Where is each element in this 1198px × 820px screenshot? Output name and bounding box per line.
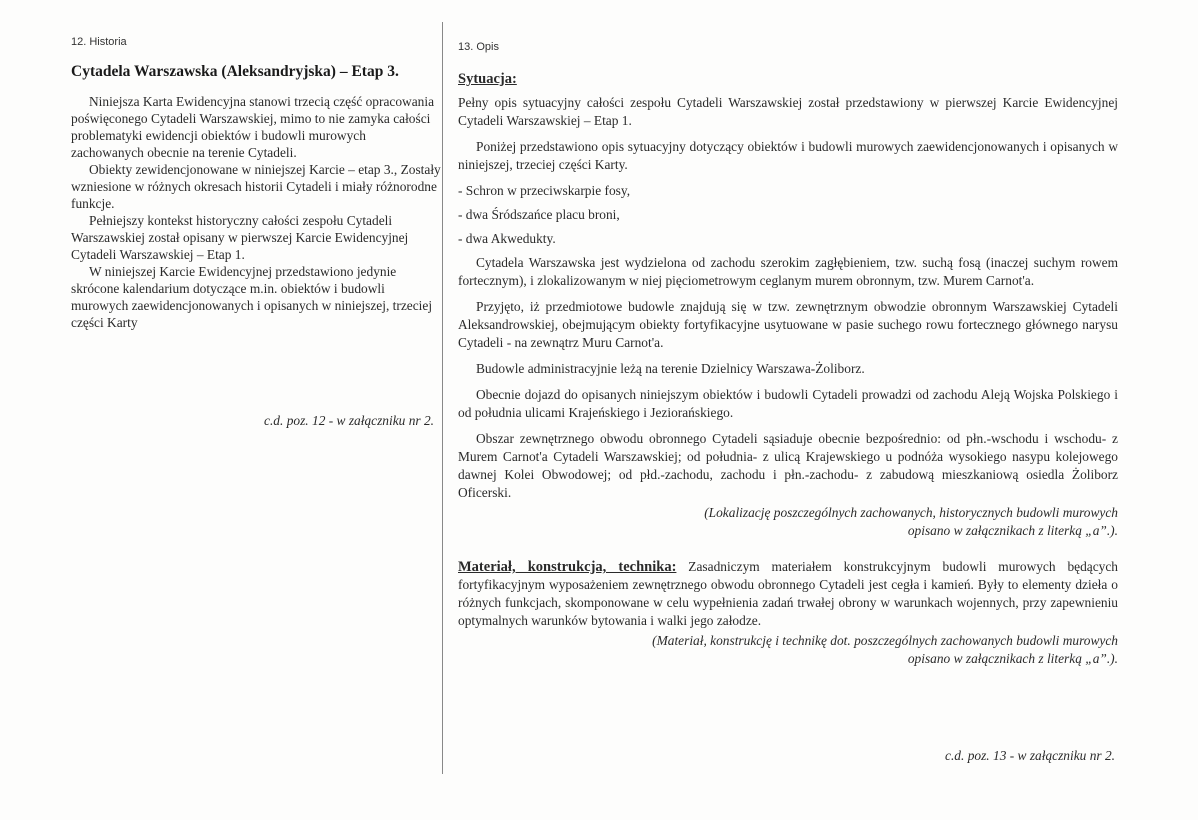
location-note-line: opisano w załącznikach z literką „a”.). <box>907 523 1118 538</box>
opis-paragraph: Budowle administracyjnie leżą na terenie Dzielnicy Warszawa-Żoliborz. <box>476 361 865 376</box>
historia-paragraph: Obiekty zewidencjonowane w niniejszej Karcie – etap 3., Zostały wzniesione w różnych okresach historii Cytadeli i miały różnorodne funkcje. <box>71 162 441 211</box>
opis-paragraph: Pełny opis sytuacyjny całości zespołu Cytadeli Warszawskiej został przedstawiony w pierwszej Karcie Ewidencyjnej Cytadeli Warszawskiej – Etap 1. <box>458 95 1118 128</box>
opis-continuation: c.d. poz. 13 - w załączniku nr 2. <box>945 748 1115 763</box>
opis-paragraph: Obecnie dojazd do opisanych niniejszym obiektów i budowli Cytadeli prowadzi od zachodu Aleją Wojska Polskiego i od południa ulicami Krajeńskiego i Jeziorańskiego. <box>458 387 1118 420</box>
left-column-historia <box>0 0 442 820</box>
section-label-13: 13. Opis <box>458 41 499 53</box>
list-item: - dwa Akwedukty. <box>458 231 556 246</box>
opis-paragraph: Poniżej przedstawiono opis sytuacyjny dotyczący obiektów i budowli murowych zaewidencjonowanych i opisanych w niniejszej, trzeciej części Karty. <box>458 139 1118 172</box>
location-note <box>458 504 1118 540</box>
historia-paragraph: Pełniejszy kontekst historyczny całości zespołu Cytadeli Warszawskiej został opisany w pierwszej Karcie Ewidencyjnej Cytadeli Warszawskiej – Etap 1. <box>71 213 409 262</box>
material-text: Zasadniczym materiałem konstrukcyjnym budowli murowych będących fortyfikacyjnym wyposażeniem zewnętrznego obwodu obronnego Cytadeli jest cegła i kamień. Były to elementy dzieła o różnych funkcjach, skomponowane w celu wypełnienia zadań trwałej obrony w warunkach wojennych, przy zapewnieniu optymalnych warunków bytowania i walki jego załodze. <box>458 559 1118 628</box>
location-note-line: (Lokalizację poszczególnych zachowanych, historycznych budowli murowych <box>704 505 1118 520</box>
historia-paragraph: W niniejszej Karcie Ewidencyjnej przedstawiono jedynie skrócone kalendarium dotyczące m.in. obiektów i budowli murowych zaewidencjonowanych i opisanych w niniejszej, trzeciej części Karty <box>71 264 433 330</box>
material-note <box>458 632 1118 668</box>
opis-paragraph: Obszar zewnętrznego obwodu obronnego Cytadeli sąsiaduje obecnie bezpośrednio: od płn.-wschodu i wschodu- z Murem Carnot'a Cytadeli Warszawskiej; od południa- z ulicą Krajewskiego u podnóża wysokiego nasypu kolejowego dawnej Kolei Obwodowej; od płd.-zachodu, zachodu i płn.-zachodu- z zabudową mieszkaniową osiedla Żoliborz Oficerski. <box>458 431 1118 500</box>
opis-text <box>458 70 1118 668</box>
material-heading: Materiał, konstrukcja, technika: <box>458 559 677 575</box>
historia-text <box>71 93 441 331</box>
opis-paragraph: Przyjęto, iż przedmiotowe budowle znajdują się w tzw. zewnętrznym obwodzie obronnym Warszawskiej Cytadeli Aleksandrowskiej, obejmującym obiekty fortyfikacyjne usytuowane w pasie suchego rowu fortecznego głównego narysu Cytadeli - na zewnątrz Muru Carnot'a. <box>458 299 1118 350</box>
document-title: Cytadela Warszawska (Aleksandryjska) – Etap 3. <box>71 63 399 80</box>
material-note-line: opisano w załącznikach z literką „a”.). <box>907 651 1118 666</box>
historia-continuation: c.d. poz. 12 - w załączniku nr 2. <box>264 413 434 428</box>
section-label-12: 12. Historia <box>71 36 127 48</box>
list-item: - dwa Śródszańce placu broni, <box>458 207 620 222</box>
right-column-opis <box>443 0 1198 820</box>
historia-paragraph: Niniejsza Karta Ewidencyjna stanowi trzecią część opracowania poświęconego Cytadeli Warszawskiej, mimo to nie zamyka całości problematyki ewidencji obiektów i budowli murowych zachowanych obecnie na terenie Cytadeli. <box>71 94 435 160</box>
material-note-line: (Materiał, konstrukcję i technikę dot. poszczególnych zachowanych budowli murowych <box>652 633 1118 648</box>
list-item: - Schron w przeciwskarpie fosy, <box>458 183 631 198</box>
situation-heading: Sytuacja: <box>458 71 517 87</box>
opis-paragraph: Cytadela Warszawska jest wydzielona od zachodu szerokim zagłębieniem, tzw. suchą fosą (inaczej suchym rowem fortecznym), i zlokalizowanym w niej pięciometrowym ceglanym murem obronnym, tzw. Murem Carnot'a. <box>458 255 1118 288</box>
